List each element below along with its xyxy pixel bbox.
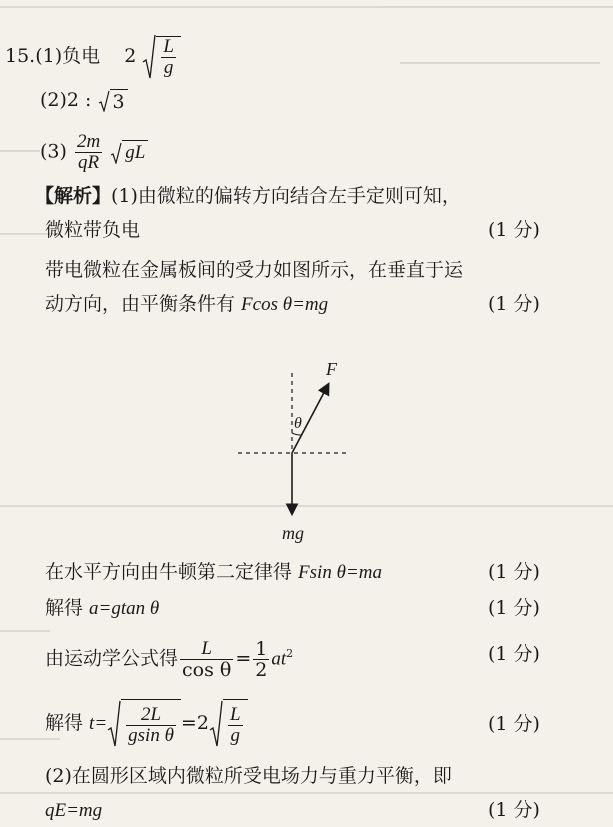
analysis-line-1: 【解析】(1)由微粒的偏转方向结合左手定则可知， xyxy=(35,185,461,207)
answer-1-sqrt: $\frac{L}{g}$ xyxy=(142,34,181,80)
analysis-line-2: 微粒带负电 xyxy=(45,219,141,241)
score-7: (1 分) xyxy=(488,799,540,821)
analysis-line-4: 动方向，由平衡条件有 Fcos θ=mg xyxy=(45,293,329,315)
answer-1-text: 负电 xyxy=(62,45,101,67)
analysis-line-5: 在水平方向由牛顿第二定律得 Fsin θ=ma xyxy=(45,561,382,583)
analysis-line-7: 由运动学公式得 $\frac{L}{\text{cos θ}}$ = $\frac{1}{2}$ $at^2$ xyxy=(45,637,294,681)
answer-1 xyxy=(5,34,181,80)
label-theta: θ xyxy=(294,415,302,432)
answer-3-sqrt: gL xyxy=(110,140,148,166)
analysis-tag: 【解析】 xyxy=(35,185,112,207)
score-1: (1 分) xyxy=(488,219,540,241)
score-3: (1 分) xyxy=(488,561,540,583)
analysis-line-10: qE=mg xyxy=(45,800,103,821)
analysis-line-3: 带电微粒在金属板间的受力如图所示，在垂直于运 xyxy=(45,259,464,281)
score-5: (1 分) xyxy=(488,643,540,665)
analysis-line-6: 解得 a=gtan θ xyxy=(45,597,160,619)
answer-1-label: (1) xyxy=(35,45,63,67)
answer-1-coef: 2 xyxy=(124,45,137,67)
label-mg: mg xyxy=(282,523,304,543)
analysis-line-8: 解得 t= $\frac{2L}{\text{gsin θ}}$ =2 $\frac{L}{g}$ xyxy=(45,698,248,750)
score-4: (1 分) xyxy=(488,597,540,619)
answer-3: (3) $\frac{2m}{qR}$ gL xyxy=(40,132,148,173)
question-number: 15. xyxy=(5,45,36,67)
label-F: F xyxy=(326,359,337,379)
answer-3-frac: $\frac{2m}{qR}$ xyxy=(76,131,101,173)
force-diagram xyxy=(230,355,370,550)
answer-2-sqrt: 3 xyxy=(98,88,128,114)
analysis-line-9: (2)在圆形区域内微粒所受电场力与重力平衡，即 xyxy=(45,765,452,787)
answer-2: (2)2 : 3 xyxy=(40,88,128,114)
theta-arc xyxy=(292,433,301,435)
score-2: (1 分) xyxy=(488,293,540,315)
score-6: (1 分) xyxy=(488,713,540,735)
